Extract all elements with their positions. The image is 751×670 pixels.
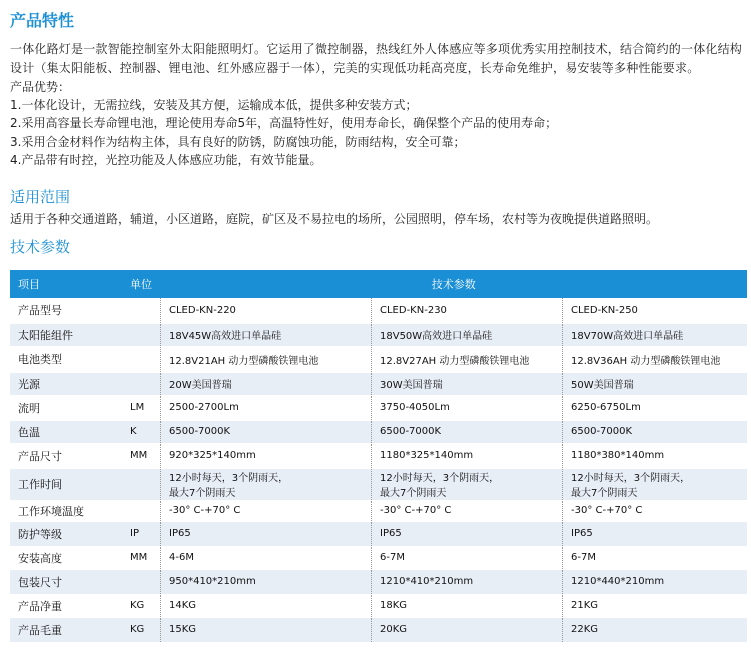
row-value: 6500-7000K [563, 420, 748, 443]
row-item: 包装尺寸 [10, 569, 122, 594]
table-row [10, 443, 747, 468]
row-unit: MM [122, 443, 161, 468]
row-item: 工作时间 [10, 468, 122, 500]
params-title: 技术参数 [10, 238, 71, 256]
row-value: 3750-4050Lm [372, 395, 563, 420]
spec-table [10, 270, 747, 643]
row-value: 6250-6750Lm [563, 395, 748, 420]
application-text: 适用于各种交通道路，辅道，小区道路，庭院，矿区及不易拉电的场所，公园照明，停车场，农村等为夜晚提供道路照明。 [10, 212, 659, 226]
row-item: 流明 [10, 395, 122, 420]
advantage-item: 4.产品带有时控，光控功能及人体感应功能，有效节能量。 [10, 153, 322, 167]
row-value: 12.8V36AH 动力型磷酸铁锂电池 [563, 346, 748, 372]
table-row [10, 323, 747, 346]
row-value: 12小时每天，3个阴雨天， 最大7个阴雨天 [563, 468, 748, 500]
row-value: 21KG [563, 594, 748, 617]
row-value: 4-6M [161, 546, 372, 569]
row-value: 20KG [372, 617, 563, 642]
header-params: 技术参数 [161, 270, 748, 298]
row-value: IP65 [563, 521, 748, 546]
row-value: 20W美国普瑞 [161, 372, 372, 395]
row-unit [122, 372, 161, 395]
row-value: 14KG [161, 594, 372, 617]
row-value: 6500-7000K [161, 420, 372, 443]
row-value: 15KG [161, 617, 372, 642]
row-unit [122, 323, 161, 346]
row-unit: KG [122, 617, 161, 642]
row-value: 22KG [563, 617, 748, 642]
row-value: 12小时每天，3个阴雨天， 最大7个阴雨天 [161, 468, 372, 500]
table-row [10, 594, 747, 617]
table-row [10, 420, 747, 443]
features-title: 产品特性 [10, 11, 75, 30]
spec-table-header [10, 270, 747, 298]
row-value: -30° C-+70° C [372, 500, 563, 521]
row-item: 产品尺寸 [10, 443, 122, 468]
row-item: 光源 [10, 372, 122, 395]
table-row [10, 569, 747, 594]
row-value: 6-7M [563, 546, 748, 569]
row-unit: KG [122, 594, 161, 617]
row-item: 产品型号 [10, 298, 122, 323]
row-value: CLED-KN-220 [161, 298, 372, 323]
table-row [10, 372, 747, 395]
row-unit [122, 468, 161, 500]
row-value: CLED-KN-230 [372, 298, 563, 323]
table-row [10, 395, 747, 420]
row-unit: IP [122, 521, 161, 546]
table-row [10, 521, 747, 546]
row-value: 18V50W高效进口单晶硅 [372, 323, 563, 346]
row-value: 950*410*210mm [161, 569, 372, 594]
row-value: 12小时每天，3个阴雨天， 最大7个阴雨天 [372, 468, 563, 500]
row-unit [122, 298, 161, 323]
row-value: 18V70W高效进口单晶硅 [563, 323, 748, 346]
header-item: 项目 [10, 270, 122, 298]
row-item: 安装高度 [10, 546, 122, 569]
table-row [10, 617, 747, 642]
row-value: IP65 [372, 521, 563, 546]
header-unit: 单位 [122, 270, 161, 298]
features-intro: 一体化路灯是一款智能控制室外太阳能照明灯。它运用了微控制器，热线红外人体感应等多项优秀实用控制技术，结合简约的一体化结构设计（集太阳能板、控制器、锂电池、红外感应器于一体），完美的实现低功耗高亮度，长寿命免维护，易安装等多种性能要求。 [10, 42, 743, 75]
row-value: -30° C-+70° C [563, 500, 748, 521]
row-value: 18KG [372, 594, 563, 617]
row-value: 30W美国普瑞 [372, 372, 563, 395]
row-item: 太阳能组件 [10, 323, 122, 346]
row-unit [122, 500, 161, 521]
row-item: 电池类型 [10, 346, 122, 372]
row-unit: K [122, 420, 161, 443]
advantage-item: 2.采用高容量长寿命锂电池，理论使用寿命5年，高温特性好，使用寿命长，确保整个产品的使用寿命； [10, 116, 558, 130]
row-value: -30° C-+70° C [161, 500, 372, 521]
table-row [10, 346, 747, 372]
row-value: 6-7M [372, 546, 563, 569]
row-value: 1210*410*210mm [372, 569, 563, 594]
row-item: 产品毛重 [10, 617, 122, 642]
table-row [10, 468, 747, 500]
advantage-item: 3.采用合金材料作为结构主体，具有良好的防锈，防腐蚀功能，防雨结构，安全可靠； [10, 135, 466, 149]
row-value: 12.8V21AH 动力型磷酸铁锂电池 [161, 346, 372, 372]
table-row [10, 298, 747, 323]
table-row [10, 546, 747, 569]
row-value: 18V45W高效进口单晶硅 [161, 323, 372, 346]
row-value: 1210*440*210mm [563, 569, 748, 594]
row-unit [122, 569, 161, 594]
application-title: 适用范围 [10, 188, 71, 206]
row-value: IP65 [161, 521, 372, 546]
row-value: 920*325*140mm [161, 443, 372, 468]
row-unit [122, 346, 161, 372]
row-value: CLED-KN-250 [563, 298, 748, 323]
row-value: 1180*380*140mm [563, 443, 748, 468]
row-item: 工作环境温度 [10, 500, 122, 521]
row-value: 6500-7000K [372, 420, 563, 443]
row-item: 防护等级 [10, 521, 122, 546]
advantages-label: 产品优势： [10, 80, 71, 94]
spec-table-body [10, 298, 747, 642]
row-value: 12.8V27AH 动力型磷酸铁锂电池 [372, 346, 563, 372]
advantage-item: 1.一体化设计，无需拉线，安装及其方便，运输成本低，提供多种安装方式； [10, 98, 418, 112]
row-value: 1180*325*140mm [372, 443, 563, 468]
table-row [10, 500, 747, 521]
row-unit: LM [122, 395, 161, 420]
row-item: 产品净重 [10, 594, 122, 617]
row-value: 50W美国普瑞 [563, 372, 748, 395]
row-value: 2500-2700Lm [161, 395, 372, 420]
row-item: 色温 [10, 420, 122, 443]
row-unit: MM [122, 546, 161, 569]
